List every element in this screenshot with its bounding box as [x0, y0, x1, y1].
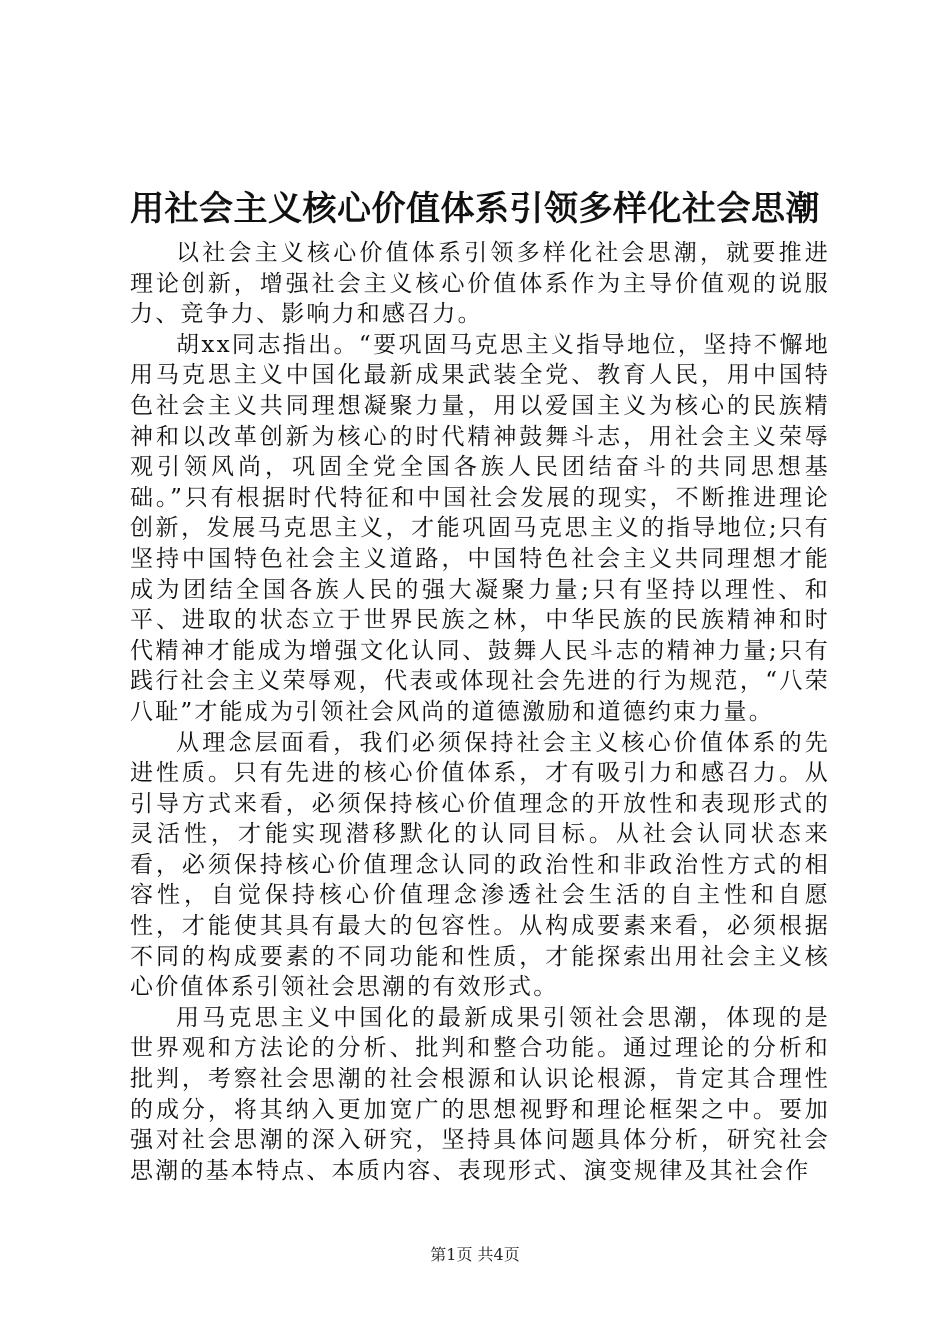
paragraph-4: 用马克思主义中国化的最新成果引领社会思潮，体现的是世界观和方法论的分析、批判和整合功能。通过理论的分析和批判，考察社会思潮的社会根源和认识论根源，肯定其合理性的成分，将其纳入更加宽广的思想视野和理论框架之中。要加强对社会思潮的深入研究，坚持具体问题具体分析，研究社会思潮的基本特点、本质内容、表现形式、演变规律及其社会作 — [130, 1004, 830, 1184]
page-number-footer: 第1页 共4页 — [430, 1245, 520, 1264]
document-title: 用社会主义核心价值体系引领多样化社会思潮 — [130, 189, 820, 229]
paragraph-2: 胡xx同志指出。“要巩固马克思主义指导地位，坚持不懈地用马克思主义中国化最新成果武装全党、教育人民，用中国特色社会主义共同理想凝聚力量，用以爱国主义为核心的民族精神和以改革创新为核心的时代精神鼓舞斗志，用社会主义荣辱观引领风尚，巩固全党全国各族人民团结奋斗的共同思想基础。”只有根据时代特征和中国社会发展的现实，不断推进理论创新，发展马克思主义，才能巩固马克思主义的指导地位;只有坚持中国特色社会主义道路，中国特色社会主义共同理想才能成为团结全国各族人民的强大凝聚力量;只有坚持以理性、和平、进取的状态立于世界民族之林，中华民族的民族精神和时代精神才能成为增强文化认同、鼓舞人民斗志的精神力量;只有践行社会主义荣辱观，代表或体现社会先进的行为规范，“八荣八耻”才能成为引领社会风尚的道德激励和道德约束力量。 — [130, 331, 830, 725]
document-body — [130, 238, 830, 1186]
paragraph-3: 从理念层面看，我们必须保持社会主义核心价值体系的先进性质。只有先进的核心价值体系，才有吸引力和感召力。从引导方式来看，必须保持核心价值理念的开放性和表现形式的灵活性，才能实现潜移默化的认同目标。从社会认同状态来看，必须保持核心价值理念认同的政治性和非政治性方式的相容性，自觉保持核心价值理念渗透社会生活的自主性和自愿性，才能使其具有最大的包容性。从构成要素来看，必须根据不同的构成要素的不同功能和性质，才能探索出用社会主义核心价值体系引领社会思潮的有效形式。 — [130, 729, 830, 1001]
paragraph-1: 以社会主义核心价值体系引领多样化社会思潮，就要推进理论创新，增强社会主义核心价值体系作为主导价值观的说服力、竞争力、影响力和感召力。 — [130, 240, 830, 328]
